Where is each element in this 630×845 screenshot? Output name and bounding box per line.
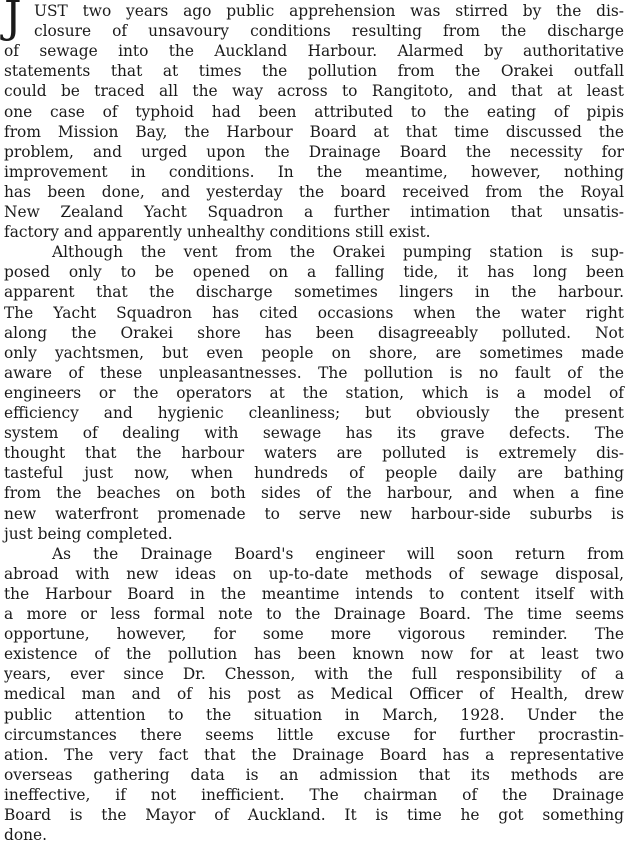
article-line: efficiency and hygienic cleanliness; but obviously the present [4, 404, 624, 422]
article-line: of sewage into the Auckland Harbour. Alarmed by authoritative [4, 42, 624, 61]
article-line: existence of the pollution has been known now for at least two [4, 645, 624, 664]
article-line: medical man and of his post as Medical Officer of Health, drew [4, 685, 624, 704]
article-line: abroad with new ideas on up-to-date methods of sewage disposal, [4, 564, 624, 583]
article-line: statements that at times the pollution from the Orakei outfall [4, 62, 624, 81]
article-line: a more or less formal note to the Drainage Board. The time seems [4, 605, 624, 623]
article-line: circumstances there seems little excuse for further procrastin- [4, 725, 624, 744]
article-line: UST two years ago public apprehension was stirred by the dis- [34, 2, 624, 20]
article-line: problem, and urged upon the Drainage Board the necessity for [4, 142, 624, 161]
article-line: the Harbour Board in the meantime intends to content itself with [4, 584, 624, 603]
article-line: from Mission Bay, the Harbour Board at that time discussed the [4, 122, 624, 141]
article-line: tasteful just now, when hundreds of people daily are bathing [4, 464, 624, 483]
article-line: overseas gathering data is an admission that its methods are [4, 765, 624, 784]
article-line: ation. The very fact that the Drainage Board has a representative [4, 745, 624, 764]
article-line: New Zealand Yacht Squadron a further intimation that unsatis- [4, 203, 624, 221]
article-line: apparent that the discharge sometimes lingers in the harbour. [4, 283, 624, 302]
article-line: factory and apparently unhealthy conditions still exist. [4, 223, 431, 242]
article-line: has been done, and yesterday the board received from the Royal [4, 182, 624, 201]
article-line: ineffective, if not inefficient. The chairman of the Drainage [4, 785, 624, 804]
article-line: along the Orakei shore has been disagreeably polluted. Not [4, 323, 624, 342]
article-line: just being completed. [4, 524, 173, 543]
article-line: one case of typhoid had been attributed to the eating of pipis [4, 102, 624, 121]
article-line: Although the vent from the Orakei pumping station is sup- [52, 243, 624, 262]
article-line: thought that the harbour waters are polluted is extremely dis- [4, 444, 624, 463]
article-line: engineers or the operators at the station, which is a model of [4, 383, 624, 402]
article-line: years, ever since Dr. Chesson, with the full responsibility of a [4, 665, 624, 684]
article-line: Board is the Mayor of Auckland. It is time he got something [4, 806, 624, 824]
newspaper-article [4, 0, 626, 845]
article-line: improvement in conditions. In the meantime, however, nothing [4, 162, 624, 181]
article-line: done. [4, 826, 48, 845]
article-line: As the Drainage Board's engineer will soon return from [52, 544, 624, 563]
article-line: from the beaches on both sides of the harbour, and when a fine [4, 484, 624, 503]
article-line: system of dealing with sewage has its grave defects. The [4, 424, 624, 443]
article-line: could be traced all the way across to Rangitoto, and that at least [4, 82, 624, 101]
article-line: opportune, however, for some more vigorous reminder. The [4, 625, 624, 644]
article-line: The Yacht Squadron has cited occasions when the water right [4, 303, 624, 322]
article-line: only yachtsmen, but even people on shore, are sometimes made [4, 343, 624, 362]
article-line: aware of these unpleasantnesses. The pollution is no fault of the [4, 363, 624, 382]
drop-cap: J [4, 0, 22, 43]
article-line: posed only to be opened on a falling tide, it has long been [4, 263, 624, 282]
article-line: new waterfront promenade to serve new harbour-side suburbs is [4, 504, 624, 523]
article-line: closure of unsavoury conditions resulting from the discharge [34, 22, 624, 41]
article-line: public attention to the situation in March, 1928. Under the [4, 705, 624, 724]
